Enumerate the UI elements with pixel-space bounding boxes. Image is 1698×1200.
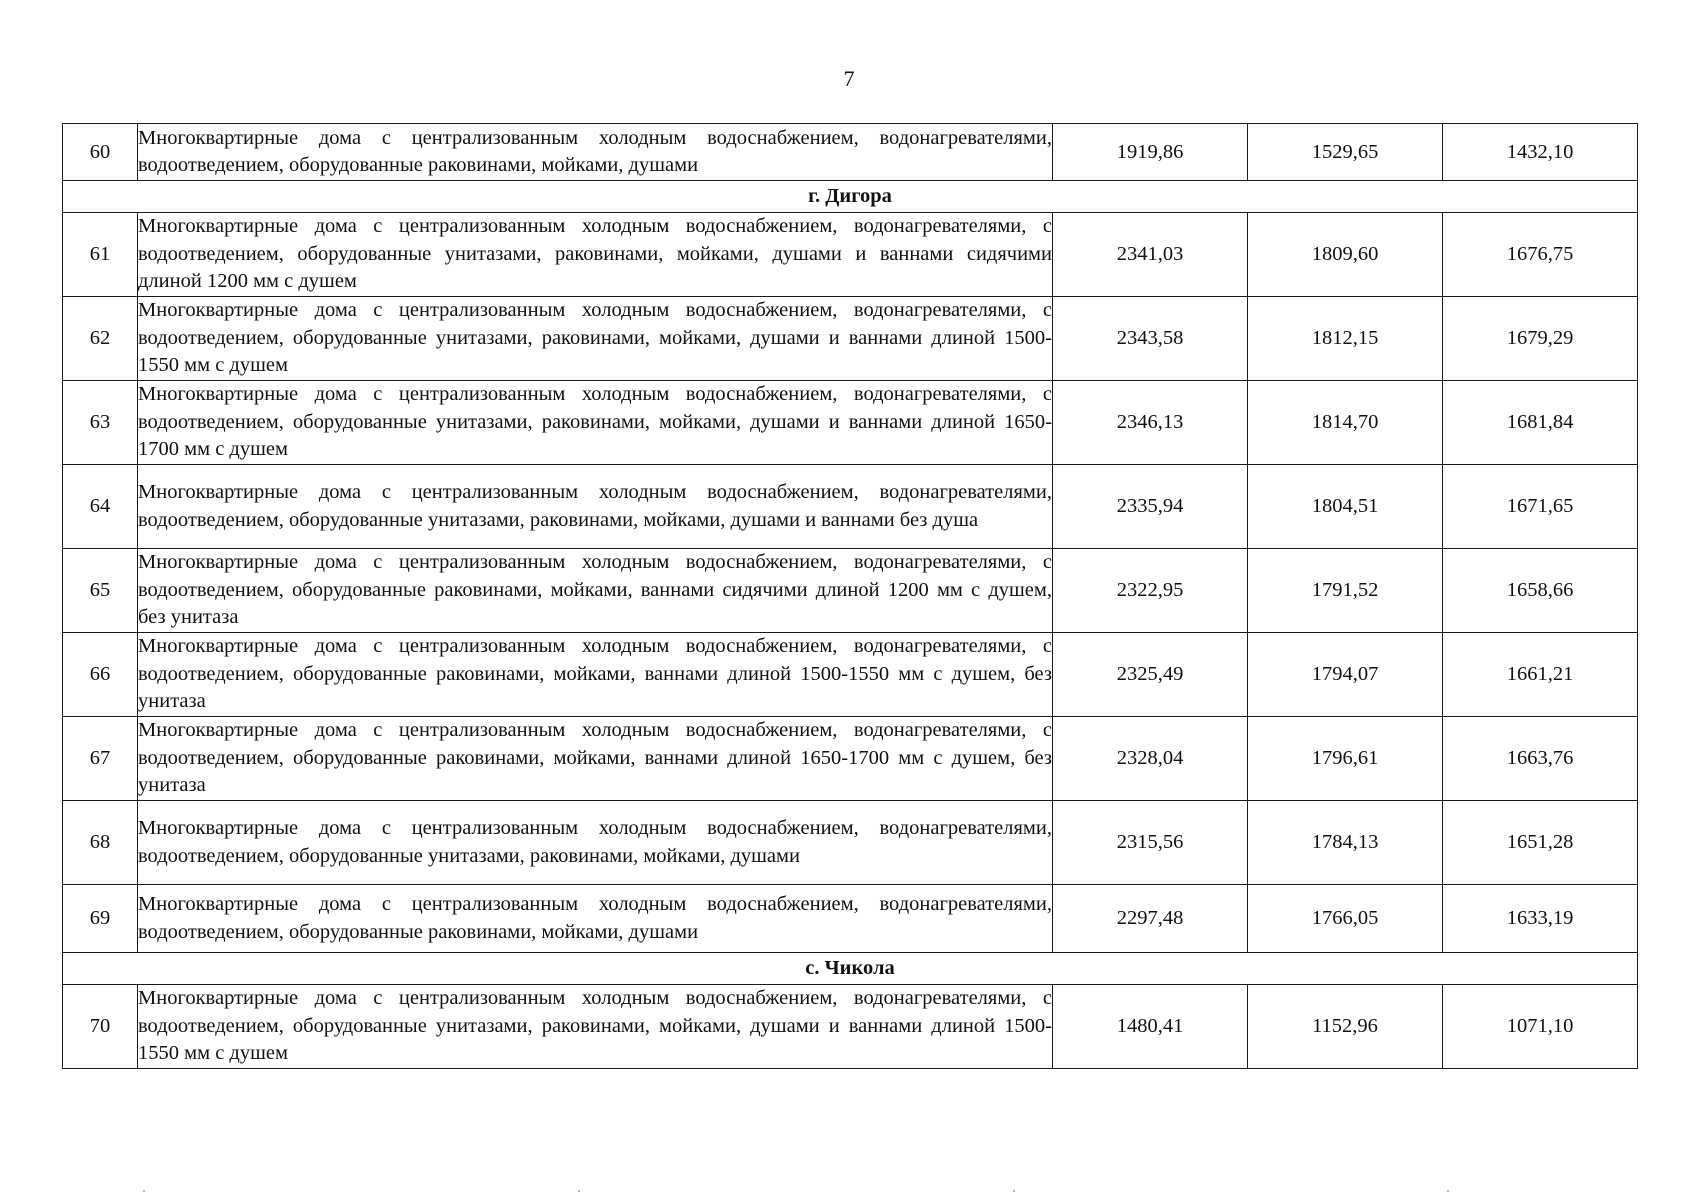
tariff-value-3: 1681,84	[1443, 381, 1638, 465]
tariff-value-2: 1791,52	[1248, 549, 1443, 633]
scan-dot	[1013, 1190, 1015, 1192]
tariff-value-2: 1152,96	[1248, 985, 1443, 1069]
scan-artifacts	[0, 1190, 1698, 1194]
table-row	[63, 801, 1638, 885]
tariff-value-3: 1633,19	[1443, 885, 1638, 953]
table-row	[63, 985, 1638, 1069]
tariff-value-2: 1766,05	[1248, 885, 1443, 953]
tariff-value-1: 2343,58	[1053, 297, 1248, 381]
tariff-value-3: 1676,75	[1443, 213, 1638, 297]
tariff-value-3: 1663,76	[1443, 717, 1638, 801]
row-number: 66	[63, 633, 138, 717]
tariff-value-1: 1919,86	[1053, 124, 1248, 181]
row-description: Многоквартирные дома с централизованным холодным водоснабжением, водонагревателями, водоотведением, оборудованные раковинами, мойками, душами	[138, 885, 1053, 953]
row-description: Многоквартирные дома с централизованным холодным водоснабжением, водонагревателями, водоотведением, оборудованные унитазами, раковинами, мойками, душами и ваннами без душа	[138, 465, 1053, 549]
row-description: Многоквартирные дома с централизованным холодным водоснабжением, водонагревателями, с водоотведением, оборудованные раковинами, мойками, ваннами длиной 1500-1550 мм с душем, без унитаза	[138, 633, 1053, 717]
row-number: 60	[63, 124, 138, 181]
tariff-value-2: 1812,15	[1248, 297, 1443, 381]
row-number: 65	[63, 549, 138, 633]
table-row	[63, 717, 1638, 801]
row-description: Многоквартирные дома с централизованным холодным водоснабжением, водонагревателями, водоотведением, оборудованные раковинами, мойками, душами	[138, 124, 1053, 181]
table-row	[63, 381, 1638, 465]
table-row	[63, 124, 1638, 181]
tariff-value-2: 1529,65	[1248, 124, 1443, 181]
tariff-value-1: 2325,49	[1053, 633, 1248, 717]
row-description: Многоквартирные дома с централизованным холодным водоснабжением, водонагревателями, с водоотведением, оборудованные унитазами, раковинами, мойками, душами и ваннами длиной 1500-1550 мм с душем	[138, 297, 1053, 381]
row-description: Многоквартирные дома с централизованным холодным водоснабжением, водонагревателями, с водоотведением, оборудованные унитазами, раковинами, мойками, душами и ваннами длиной 1650-1700 мм с душем	[138, 381, 1053, 465]
tariff-value-2: 1794,07	[1248, 633, 1443, 717]
row-number: 69	[63, 885, 138, 953]
tariff-value-1: 2322,95	[1053, 549, 1248, 633]
row-number: 62	[63, 297, 138, 381]
section-title: с. Чикола	[63, 953, 1638, 985]
row-description: Многоквартирные дома с централизованным холодным водоснабжением, водонагревателями, с водоотведением, оборудованные унитазами, раковинами, мойками, душами и ваннами сидячими длиной 1200 мм с душем	[138, 213, 1053, 297]
table-row	[63, 213, 1638, 297]
section-header-row	[63, 953, 1638, 985]
row-number: 61	[63, 213, 138, 297]
tariff-value-1: 2341,03	[1053, 213, 1248, 297]
tariff-value-1: 2315,56	[1053, 801, 1248, 885]
row-number: 64	[63, 465, 138, 549]
tariff-value-3: 1671,65	[1443, 465, 1638, 549]
tariff-value-1: 2335,94	[1053, 465, 1248, 549]
row-number: 70	[63, 985, 138, 1069]
tariff-value-1: 2346,13	[1053, 381, 1248, 465]
table-row	[63, 465, 1638, 549]
row-description: Многоквартирные дома с централизованным холодным водоснабжением, водонагревателями, с водоотведением, оборудованные раковинами, мойками, ваннами сидячими длиной 1200 мм с душем, без унитаза	[138, 549, 1053, 633]
tariff-value-3: 1661,21	[1443, 633, 1638, 717]
tariff-value-2: 1784,13	[1248, 801, 1443, 885]
table-row	[63, 633, 1638, 717]
tariff-table-body	[63, 124, 1638, 1069]
tariff-value-2: 1804,51	[1248, 465, 1443, 549]
row-description: Многоквартирные дома с централизованным холодным водоснабжением, водонагревателями, водоотведением, оборудованные унитазами, раковинами, мойками, душами	[138, 801, 1053, 885]
section-title: г. Дигора	[63, 181, 1638, 213]
scan-dot	[578, 1190, 580, 1192]
tariff-value-3: 1679,29	[1443, 297, 1638, 381]
row-description: Многоквартирные дома с централизованным холодным водоснабжением, водонагревателями, с водоотведением, оборудованные унитазами, раковинами, мойками, душами и ваннами длиной 1500-1550 мм с душем	[138, 985, 1053, 1069]
tariff-value-1: 1480,41	[1053, 985, 1248, 1069]
tariff-value-1: 2328,04	[1053, 717, 1248, 801]
tariff-value-2: 1796,61	[1248, 717, 1443, 801]
table-row	[63, 549, 1638, 633]
tariff-value-3: 1432,10	[1443, 124, 1638, 181]
tariff-table	[62, 123, 1638, 1069]
tariff-value-2: 1809,60	[1248, 213, 1443, 297]
row-description: Многоквартирные дома с централизованным холодным водоснабжением, водонагревателями, с водоотведением, оборудованные раковинами, мойками, ваннами длиной 1650-1700 мм с душем, без унитаза	[138, 717, 1053, 801]
row-number: 68	[63, 801, 138, 885]
tariff-value-3: 1651,28	[1443, 801, 1638, 885]
tariff-value-2: 1814,70	[1248, 381, 1443, 465]
tariff-value-3: 1658,66	[1443, 549, 1638, 633]
tariff-value-1: 2297,48	[1053, 885, 1248, 953]
scan-dot	[143, 1190, 145, 1192]
table-row	[63, 885, 1638, 953]
row-number: 67	[63, 717, 138, 801]
row-number: 63	[63, 381, 138, 465]
page-number: 7	[843, 66, 855, 91]
table-row	[63, 297, 1638, 381]
section-header-row	[63, 181, 1638, 213]
tariff-value-3: 1071,10	[1443, 985, 1638, 1069]
scan-dot	[1447, 1190, 1449, 1192]
